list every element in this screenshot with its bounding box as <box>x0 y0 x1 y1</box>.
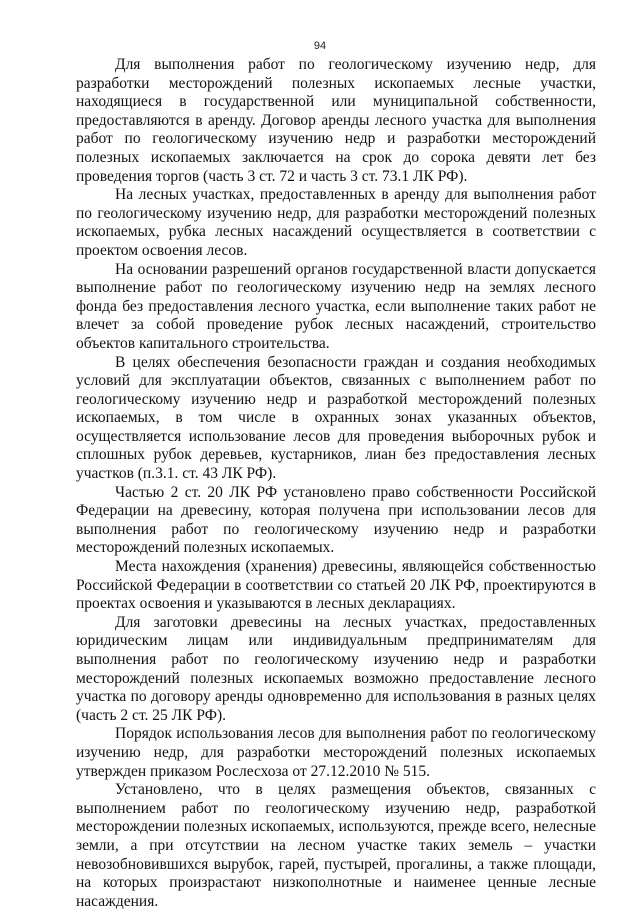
paragraph: На основании разрешений органов государственной власти допускается выполнение работ по геологическому изучению недр на землях лесного фонда без предоставления лесного участка, если выполнение таких работ не влечет за собой проведение рубок лесных насаждений, строительство объектов капитального строительства. <box>76 260 596 352</box>
paragraph: На лесных участках, предоставленных в аренду для выполнения работ по геологическому изучению недр, для разработки месторождений полезных ископаемых, рубка лесных насаждений осуществляется в соответствии с проектом освоения лесов. <box>76 186 596 259</box>
paragraph: Частью 2 ст. 20 ЛК РФ установлено право собственности Российской Федерации на древесину, которая получена при использовании лесов для выполнения работ по геологическому изучению недр и разработки месторождений полезных ископаемых. <box>76 483 596 557</box>
paragraph: В целях обеспечения безопасности граждан и создания необходимых условий для эксплуатации объектов, связанных с выполнением работ по геологическому изучению недр и разработкой месторождений полезных ископаемых, в том числе в охранных зонах указанных объектов, осуществляется использование лесов для проведения выборочных рубок и сплошных рубок деревьев, кустарников, лиан без предоставления лесных участков (п.3.1. ст. 43 ЛК РФ). <box>76 353 596 483</box>
page-number: 94 <box>313 40 327 52</box>
paragraph: Для заготовки древесины на лесных участках, предоставленных юридическим лицам или индивидуальным предпринимателям для выполнения работ по геологическому изучению недр и разработки месторождений полезных ископаемых возможно предоставление лесного участка по договору аренды одновременно для использования в разных целях (часть 2 ст. 25 ЛК РФ). <box>76 613 596 724</box>
paragraph: Места нахождения (хранения) древесины, являющейся собственностью Российской Федерации в соответствии со статьей 20 ЛК РФ, проектируются в проектах освоения и указываются в лесных декларациях. <box>76 558 596 613</box>
paragraph: Для выполнения работ по геологическому изучению недр, для разработки месторождений полезных ископаемых лесные участки, находящиеся в государственной или муниципальной собственности, предоставляются в аренду. Договор аренды лесного участка для выполнения работ по геологическому изучению недр и разработки месторождений полезных ископаемых заключается на срок до сорока девяти лет без проведения торгов (часть 3 ст. 72 и часть 3 ст. 73.1 ЛК РФ). <box>76 56 596 185</box>
document-body <box>76 56 596 911</box>
paragraph: Установлено, что в целях размещения объектов, связанных с выполнением работ по геологическому изучению недр, разработкой месторождении полезных ископаемых, используются, прежде всего, нелесные земли, а при отсутствии на лесном участке таких земель – участки невозобновившихся вырубок, гарей, пустырей, прогалины, а также площади, на которых произрастают низкополнотные и наименее ценные лесные насаждения. <box>76 781 596 910</box>
paragraph: Порядок использования лесов для выполнения работ по геологическому изучению недр, для разработки месторождений полезных ископаемых утвержден приказом Рослесхоза от 27.12.2010 № 515. <box>76 725 596 780</box>
